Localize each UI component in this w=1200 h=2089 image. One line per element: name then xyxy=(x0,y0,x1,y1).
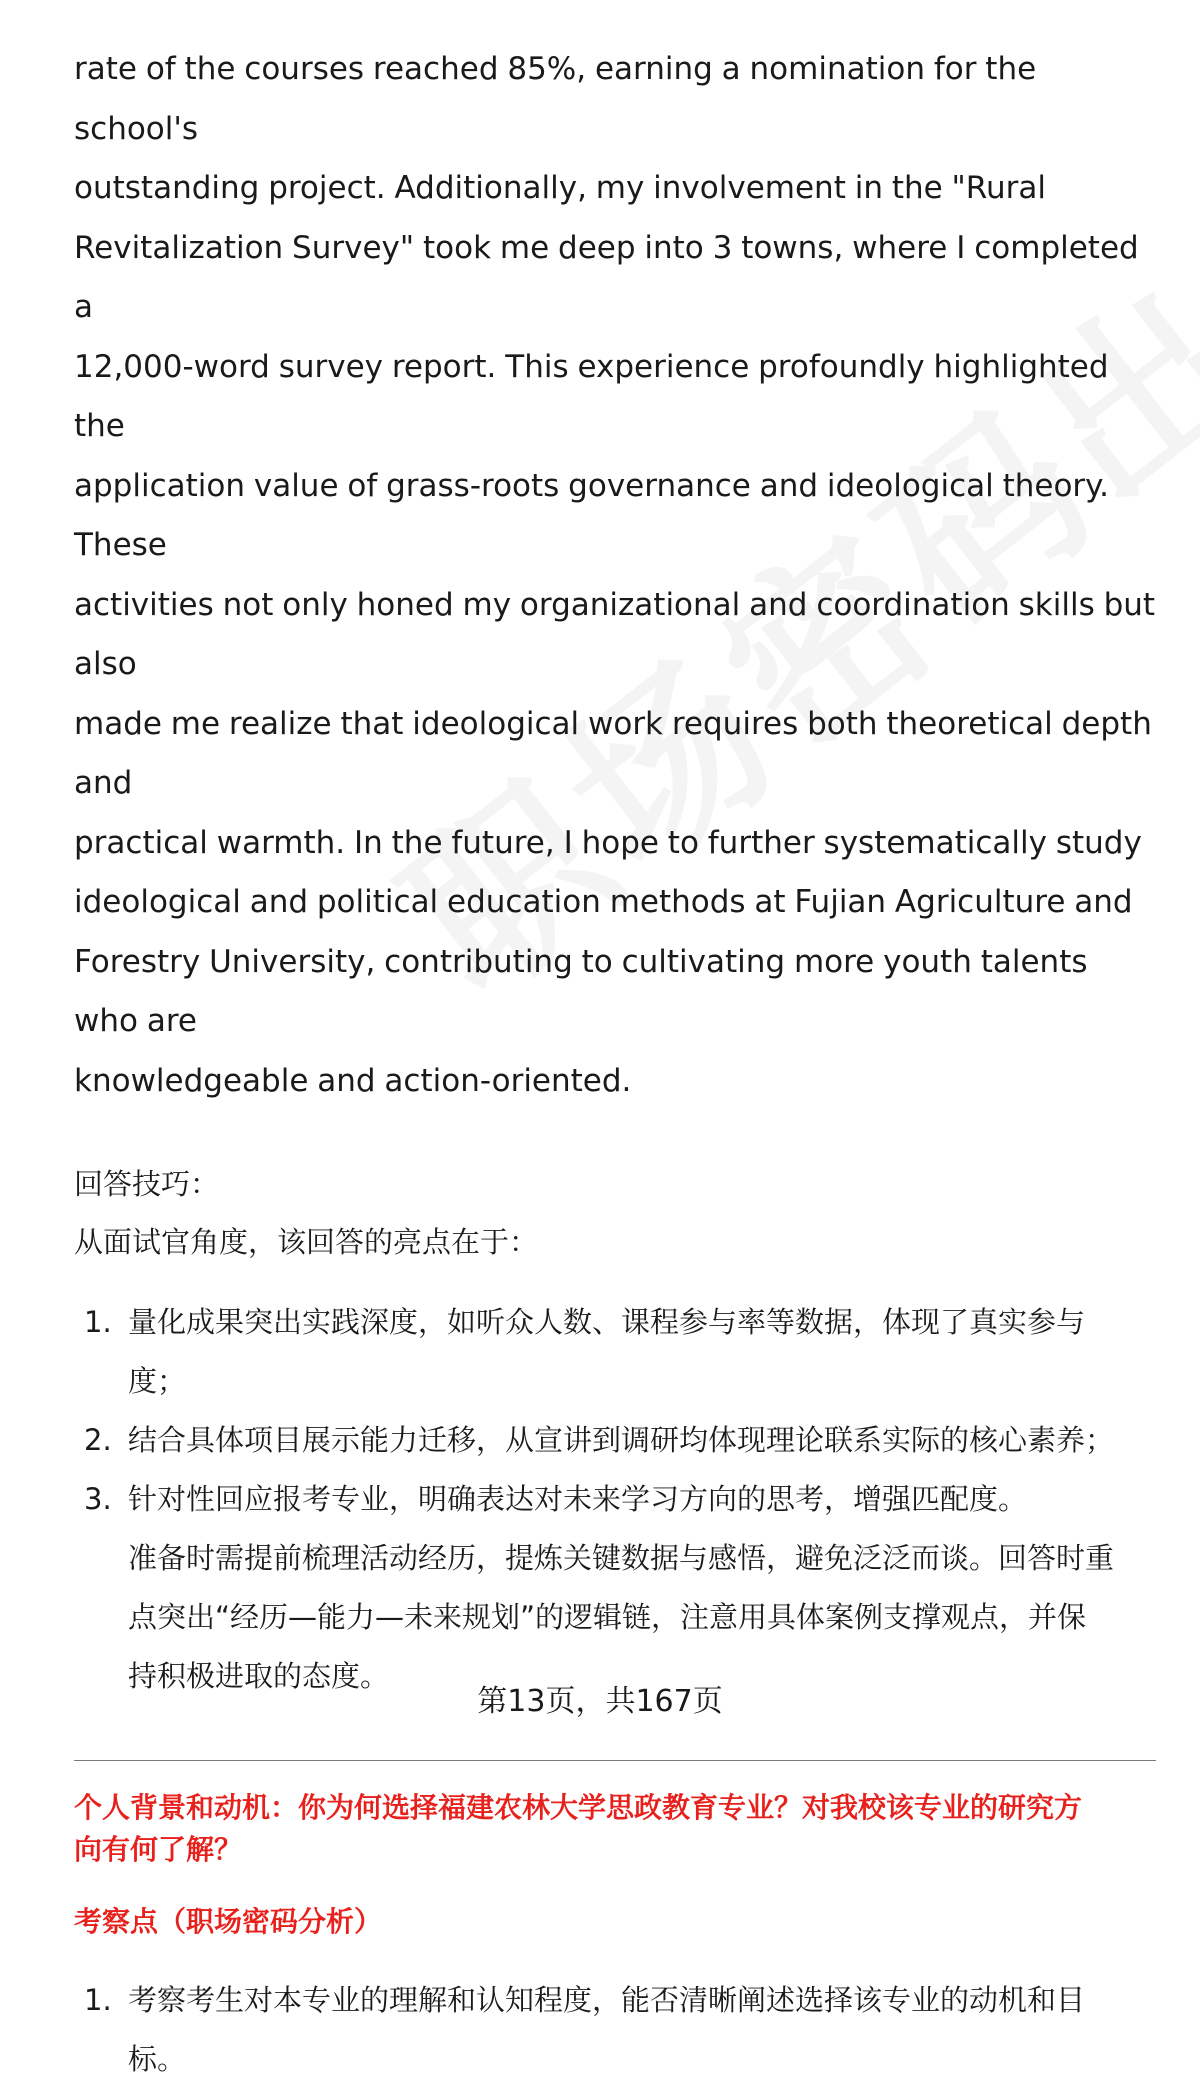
list-number: 1. xyxy=(84,1983,112,2017)
section-divider xyxy=(74,1760,1156,1761)
note-line: 持积极进取的态度。 xyxy=(128,1659,390,1693)
question-title xyxy=(74,1787,1159,1871)
list-item xyxy=(74,1293,1159,1411)
paragraph-line: outstanding project. Additionally, my involvement in the "Rural xyxy=(74,170,1046,206)
list-number: 1. xyxy=(84,1305,112,1339)
document-page xyxy=(74,40,1159,2089)
question-title-line: 个人背景和动机：你为何选择福建农林大学思政教育专业？对我校该专业的研究方 xyxy=(74,1791,1083,1824)
tips-list xyxy=(74,1293,1159,1529)
tips-heading: 回答技巧： xyxy=(74,1167,220,1201)
list-item-line: 度； xyxy=(128,1364,187,1398)
note-line: 点突出“经历—能力—未来规划”的逻辑链，注意用具体案例支撑观点，并保 xyxy=(128,1600,1087,1634)
list-item-line: 针对性回应报考专业，明确表达对未来学习方向的思考，增强匹配度。 xyxy=(128,1482,1028,1516)
question-title-line: 向有何了解？ xyxy=(74,1833,243,1866)
list-item-line: 结合具体项目展示能力迁移，从宣讲到调研均体现理论联系实际的核心素养； xyxy=(128,1423,1115,1457)
list-item xyxy=(74,1971,1159,2089)
list-item xyxy=(74,1470,1159,1529)
list-number: 3. xyxy=(84,1482,112,1516)
body-paragraph xyxy=(74,40,1159,1111)
list-item-line: 标。 xyxy=(128,2042,187,2076)
paragraph-line: Forestry University, contributing to cultivating more youth talents who are xyxy=(74,943,1088,1039)
paragraph-line: practical warmth. In the future, I hope to further systematically study xyxy=(74,824,1142,861)
paragraph-line: 12,000-word survey report. This experience profoundly highlighted the xyxy=(74,348,1109,444)
question-subtitle: 考察点（职场密码分析） xyxy=(74,1905,383,1938)
list-item xyxy=(74,1411,1159,1470)
tips-intro: 从面试官角度，该回答的亮点在于： xyxy=(74,1225,539,1259)
list-item-line: 考察考生对本专业的理解和认知程度，能否清晰阐述选择该专业的动机和目 xyxy=(128,1983,1086,2017)
question-points-list xyxy=(74,1971,1159,2089)
paragraph-line: knowledgeable and action-oriented. xyxy=(74,1062,632,1099)
paragraph-line: Revitalization Survey" took me deep into 3 towns, where I completed a xyxy=(74,229,1139,325)
page-footer: 第13页，共167页 xyxy=(477,1684,723,1719)
note-line: 准备时需提前梳理活动经历，提炼关键数据与感悟，避免泛泛而谈。回答时重 xyxy=(128,1541,1115,1575)
paragraph-line: ideological and political education methods at Fujian Agriculture and xyxy=(74,884,1133,920)
list-item-line: 量化成果突出实践深度，如听众人数、课程参与率等数据，体现了真实参与 xyxy=(128,1305,1086,1339)
list-number: 2. xyxy=(84,1423,112,1457)
paragraph-line: rate of the courses reached 85%, earning a nomination for the school's xyxy=(74,51,1037,147)
paragraph-line: activities not only honed my organizational and coordination skills but also xyxy=(74,586,1156,682)
paragraph-line: made me realize that ideological work requires both theoretical depth and xyxy=(74,705,1152,801)
paragraph-line: application value of grass-roots governance and ideological theory. These xyxy=(74,467,1109,563)
